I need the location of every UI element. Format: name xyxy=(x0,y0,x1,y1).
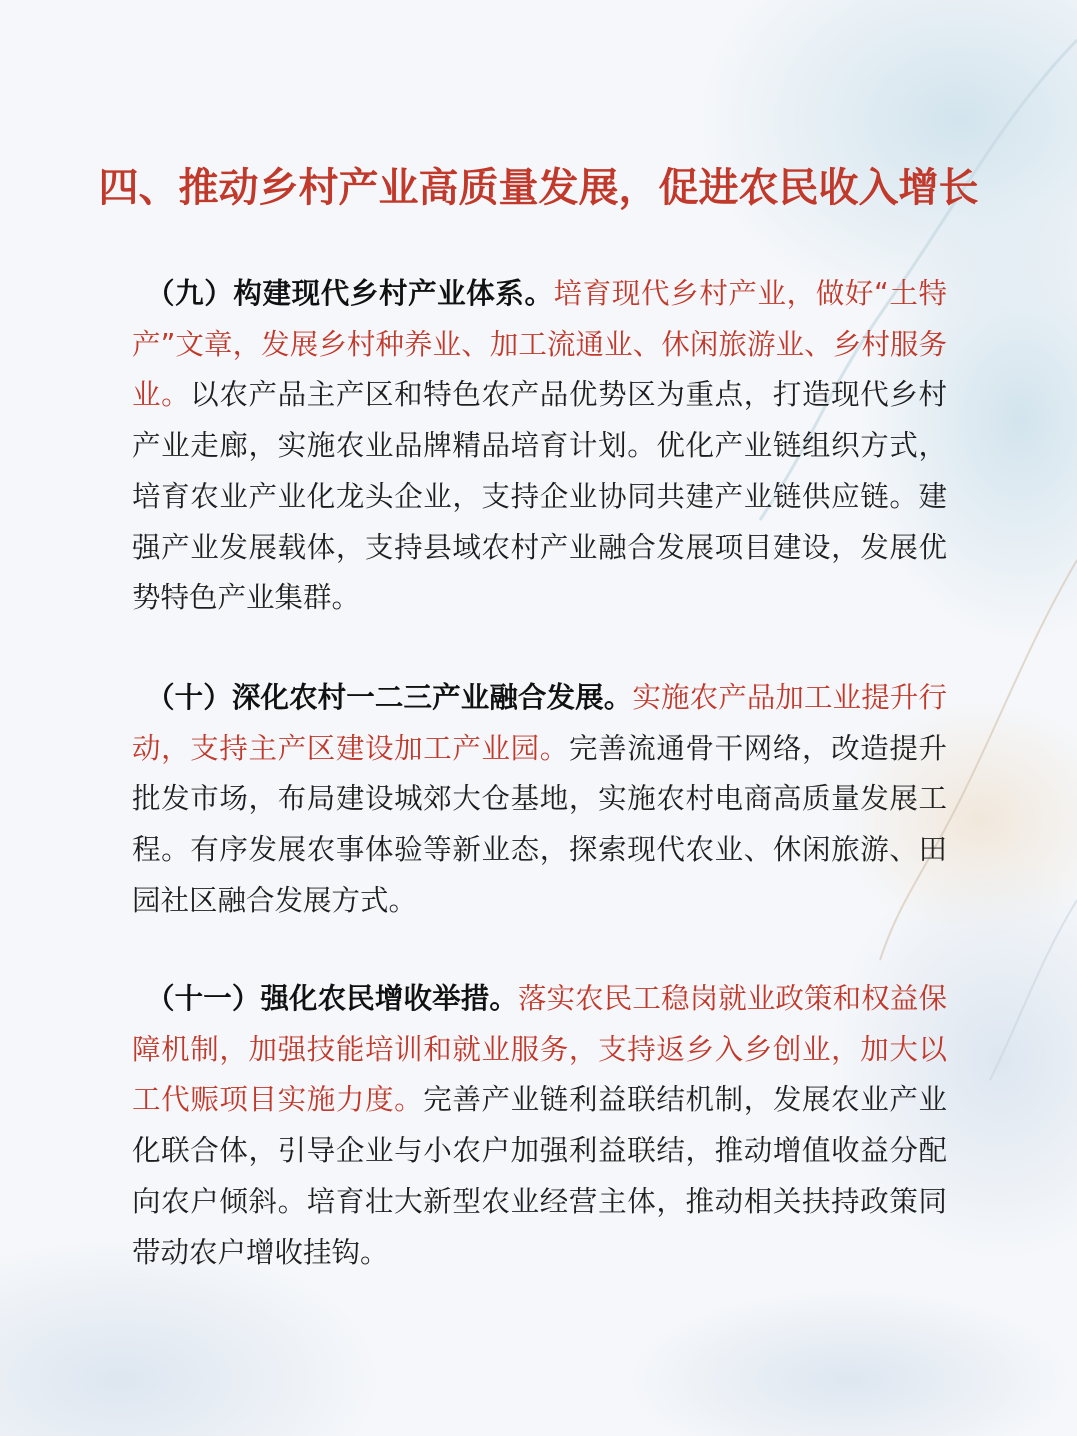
section-heading: （九）构建现代乡村产业体系。 xyxy=(146,277,554,310)
section-heading: （十）深化农村一二三产业融合发展。 xyxy=(146,681,633,714)
section-body: 完善流通骨干网络，改造提升批发市场，布局建设城郊大仓基地，实施农村电商高质量发展工程。有序发展农事体验等新业态，探索现代农业、休闲旅游、田园社区融合发展方式。 xyxy=(132,731,947,917)
section-highlight: 培育现代乡村产业，做好“土特产”文章，发展乡村种养业、加工流通业、休闲旅游业、乡村服务业。 xyxy=(132,277,947,412)
section-highlight: 落实农民工稳岗就业政策和权益保障机制，加强技能培训和就业服务，支持返乡入乡创业，加大以工代赈项目实施力度。 xyxy=(132,982,947,1117)
section-body: 完善产业链利益联结机制，发展农业产业化联合体，引导企业与小农户加强利益联结，推动增值收益分配向农户倾斜。培育壮大新型农业经营主体，推动相关扶持政策同带动农户增收挂钩。 xyxy=(132,1083,947,1269)
section-10 xyxy=(132,673,947,927)
page-title: 四、推动乡村产业高质量发展，促进农民收入增长 xyxy=(98,165,979,211)
section-body: 以农产品主产区和特色农产品优势区为重点，打造现代乡村产业走廊，实施农业品牌精品培育计划。优化产业链组织方式，培育农业产业化龙头企业，支持企业协同共建产业链供应链。建强产业发展载体，支持县域农村产业融合发展项目建设，发展优势特色产业集群。 xyxy=(132,378,947,615)
section-9 xyxy=(132,269,947,624)
section-heading: （十一）强化农民增收举措。 xyxy=(146,982,518,1015)
section-highlight: 实施农产品加工业提升行动，支持主产区建设加工产业园。 xyxy=(132,681,947,765)
section-11 xyxy=(132,974,947,1278)
